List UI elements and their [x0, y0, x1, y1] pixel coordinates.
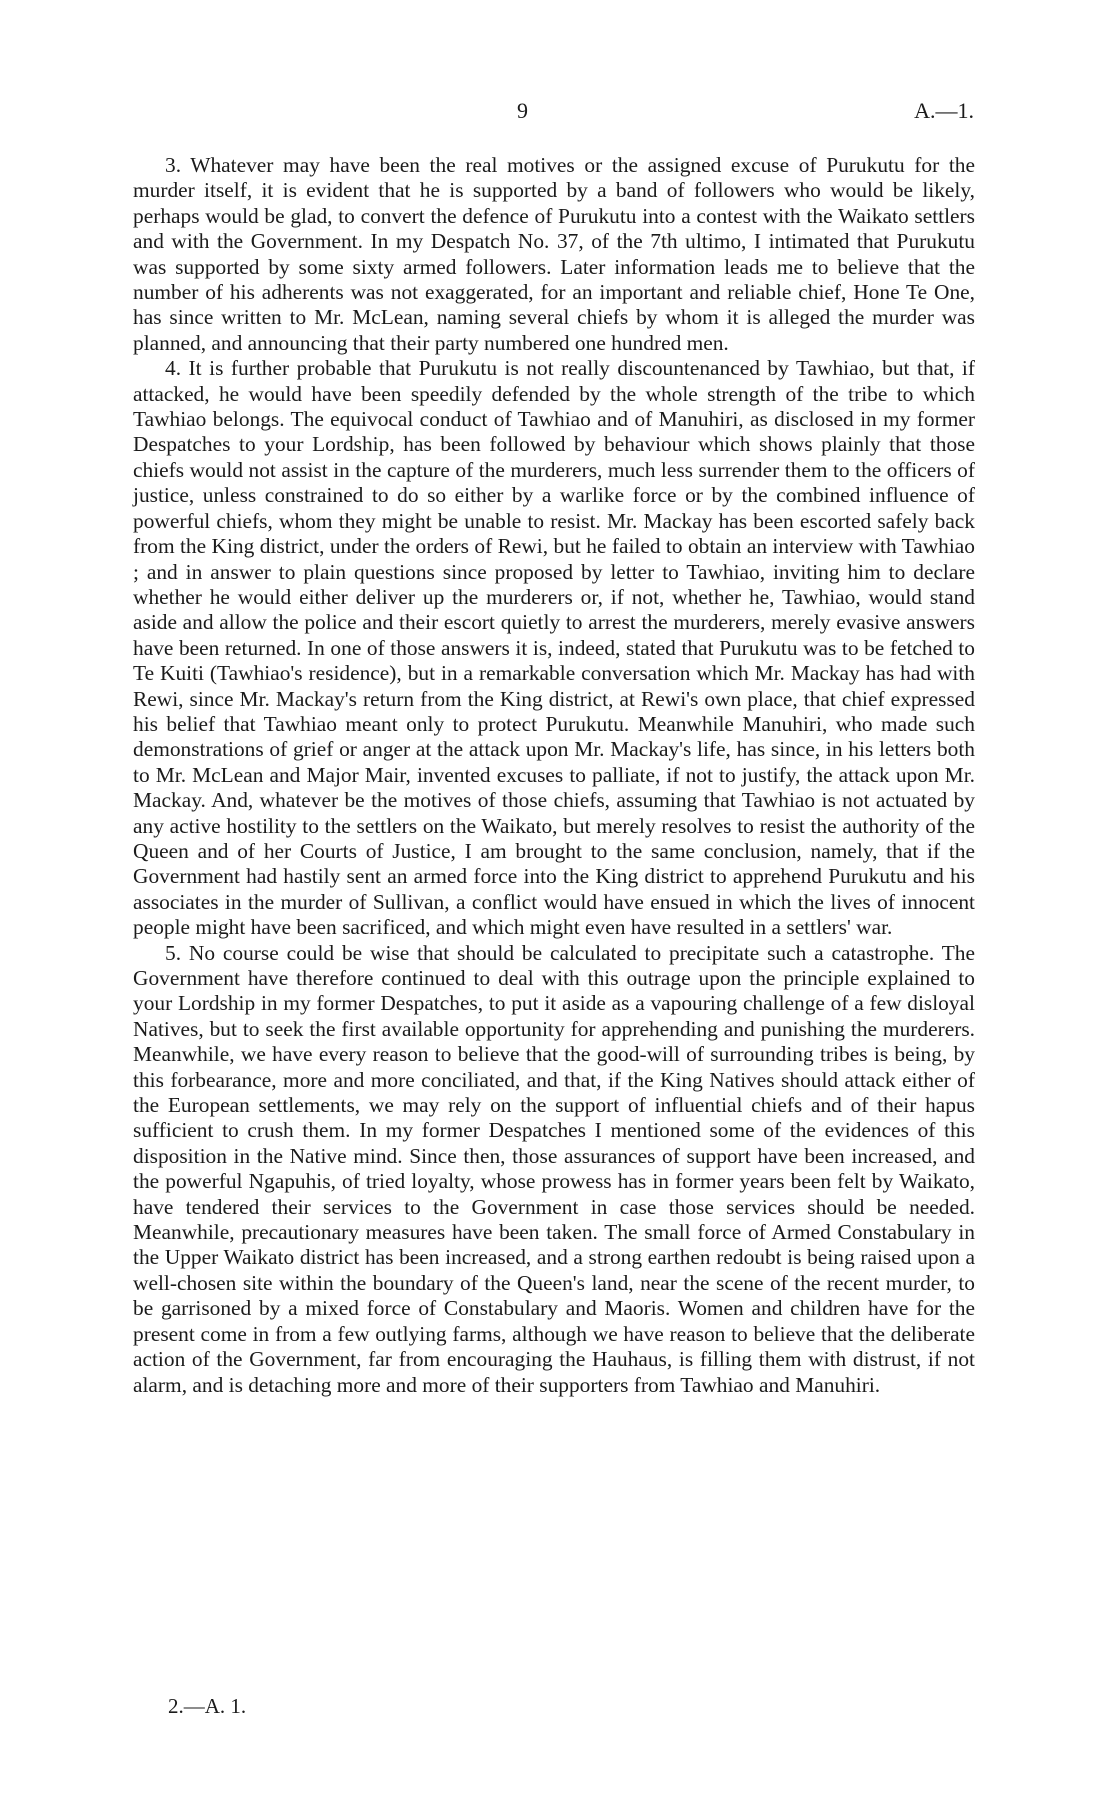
- page-signature: 2.—A. 1.: [168, 1694, 247, 1718]
- paragraph-3: 3. Whatever may have been the real motives or the assigned excuse of Purukutu for the murder itself, it is evident that he is supported by a band of followers who would be likely, perhaps would be glad, to convert the defence of Purukutu into a contest with the Waikato settlers and with the Government. In my Despatch No. 37, of the 7th ultimo, I intimated that Purukutu was supported by some sixty armed followers. Later information leads me to believe that the number of his adherents was not exaggerated, for an important and reliable chief, Hone Te One, has since written to Mr. McLean, naming several chiefs by whom it is alleged the murder was planned, and announcing that their party numbered one hundred men.: [133, 153, 975, 355]
- page-number: 9: [517, 98, 528, 123]
- document-series: A.—1.: [914, 98, 974, 123]
- paragraph-5: 5. No course could be wise that should be calculated to precipitate such a catastrophe. The Government have therefore continued to deal with this outrage upon the principle explained to your Lordship in my former Despatches, to put it aside as a vapouring challenge of a few disloyal Natives, but to seek the first available opportunity for apprehending and punishing the murderers. Meanwhile, we have every reason to believe that the good-will of surrounding tribes is being, by this forbearance, more and more conciliated, and that, if the King Natives should attack either of the European settlements, we may rely on the support of influential chiefs and of their hapus sufficient to crush them. In my former Despatches I mentioned some of the evidences of this disposition in the Native mind. Since then, those assurances of support have been increased, and the powerful Ngapuhis, of tried loyalty, whose prowess has in former years been felt by Waikato, have tendered their services to the Government in case those services should be needed. Meanwhile, precautionary measures have been taken. The small force of Armed Constabulary in the Upper Waikato district has been increased, and a strong earthen redoubt is being raised upon a well-chosen site within the boundary of the Queen's land, near the scene of the recent murder, to be garrisoned by a mixed force of Constabulary and Maoris. Women and children have for the present come in from a few outlying farms, although we have reason to believe that the deliberate action of the Government, far from encouraging the Hauhaus, is filling them with distrust, if not alarm, and is detaching more and more of their supporters from Tawhiao and Manuhiri.: [133, 940, 975, 1397]
- paragraph-4: 4. It is further probable that Purukutu is not really discountenanced by Tawhiao, but that, if attacked, he would have been speedily defended by the whole strength of the tribe to which Tawhiao belongs. The equivocal conduct of Tawhiao and of Manuhiri, as disclosed in my former Despatches to your Lordship, has been followed by behaviour which shows plainly that those chiefs would not assist in the capture of the murderers, much less surrender them to the officers of justice, unless constrained to do so either by a warlike force or by the combined influence of powerful chiefs, whom they might be unable to resist. Mr. Mackay has been escorted safely back from the King district, under the orders of Rewi, but he failed to obtain an interview with Tawhiao ; and in answer to plain questions since proposed by letter to Tawhiao, inviting him to declare whether he would either deliver up the murderers or, if not, whether he, Tawhiao, would stand aside and allow the police and their escort quietly to arrest the murderers, merely evasive answers have been returned. In one of those answers it is, indeed, stated that Purukutu was to be fetched to Te Kuiti (Tawhiao's residence), but in a remarkable conversation which Mr. Mackay has had with Rewi, since Mr. Mackay's return from the King district, at Rewi's own place, that chief expressed his belief that Tawhiao meant only to protect Purukutu. Meanwhile Manuhiri, who made such demonstrations of grief or anger at the attack upon Mr. Mackay's life, has since, in his letters both to Mr. McLean and Major Mair, invented excuses to palliate, if not to justify, the attack upon Mr. Mackay. And, whatever be the motives of those chiefs, assuming that Tawhiao is not actuated by any active hostility to the settlers on the Waikato, but merely resolves to resist the authority of the Queen and of her Courts of Justice, I am brought to the same conclusion, namely, that if the Government had hastily sent an armed force into the King district to apprehend Purukutu and his associates in the murder of Sullivan, a conflict would have ensued in which the lives of innocent people might have been sacrificed, and which might even have resulted in a settlers' war.: [133, 356, 975, 940]
- body-text: [133, 153, 975, 1398]
